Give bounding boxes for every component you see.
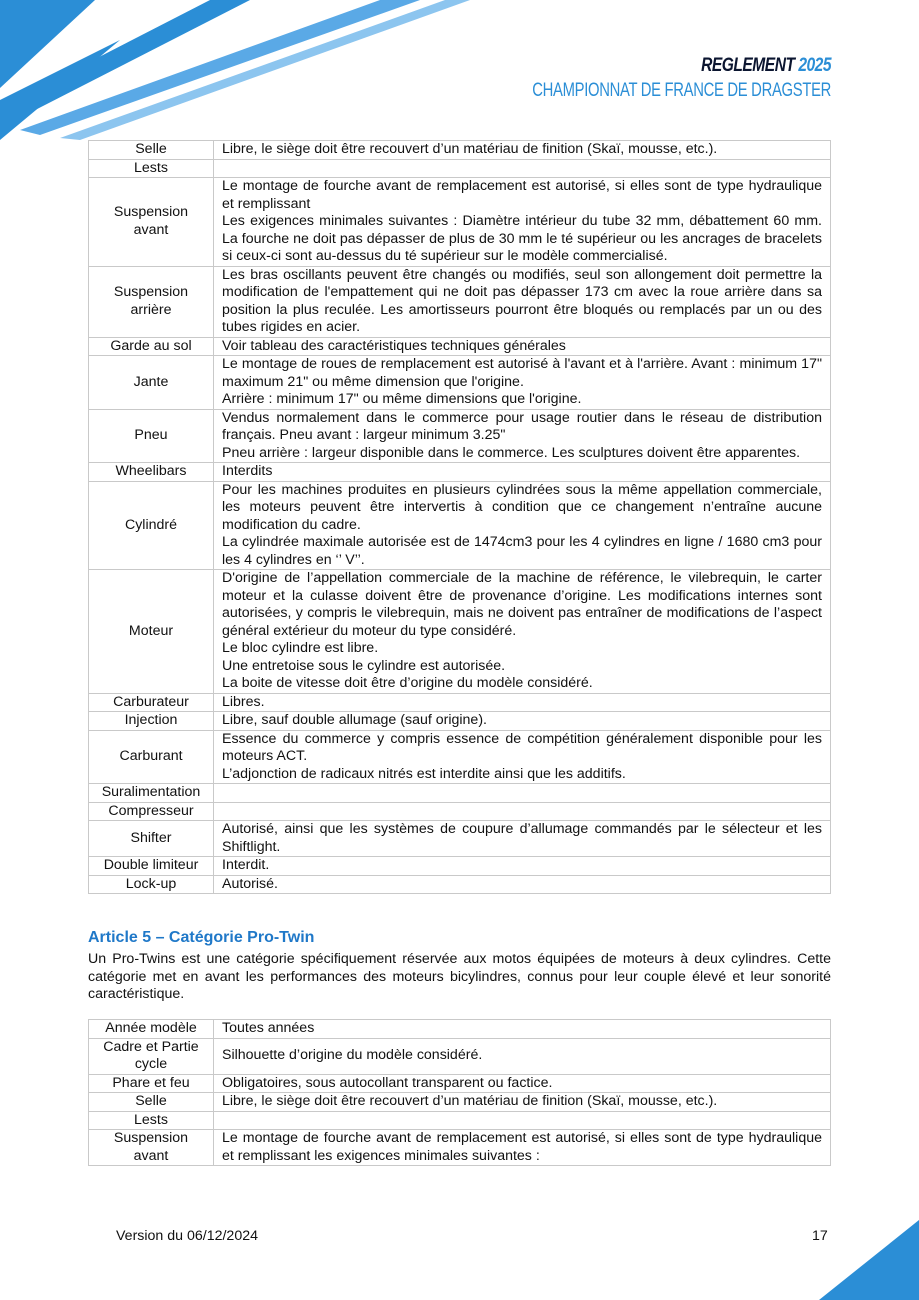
row-value [214, 1020, 831, 1039]
row-value-line: Le montage de fourche avant de remplacement est autorisé, si elles sont de type hydraulique et remplissant les exigences minimales suivantes : [222, 1130, 822, 1164]
table-row [89, 178, 831, 267]
table-row [89, 693, 831, 712]
row-label: Shifter [89, 821, 214, 857]
table-row [89, 821, 831, 857]
table-row [89, 463, 831, 482]
header-title [517, 56, 831, 75]
row-value [214, 159, 831, 178]
table-row [89, 857, 831, 876]
footer-corner-decoration [819, 1220, 919, 1300]
row-value [214, 1111, 831, 1130]
row-label: Jante [89, 356, 214, 410]
row-value [214, 1038, 831, 1074]
row-value [214, 409, 831, 463]
row-value-line: D'origine de l’appellation commerciale de la machine de référence, le vilebrequin, le carter moteur et la culasse doivent être de provenance d’origine. Les modifications internes sont autorisées, y compris le vilebrequin, mais ne doivent pas entraîner de modifications de l’aspect général extérieur du moteur du type considéré. [222, 570, 822, 639]
row-label: Lests [89, 1111, 214, 1130]
row-value [214, 481, 831, 570]
row-value-line: Toutes années [222, 1020, 315, 1036]
row-value-line: La boite de vitesse doit être d’origine du modèle considéré. [222, 675, 593, 691]
row-value [214, 1093, 831, 1112]
table-row [89, 784, 831, 803]
table-row [89, 141, 831, 160]
row-value-line: Interdit. [222, 857, 270, 873]
row-value [214, 266, 831, 337]
row-value-line: L’adjonction de radicaux nitrés est interdite ainsi que les additifs. [222, 765, 626, 782]
table-row [89, 1093, 831, 1112]
row-value-line: Les exigences minimales suivantes : Diamètre intérieur du tube 32 mm, débattement 60 mm. La fourche ne doit pas dépasser de plus de 30 mm le té supérieur ou les ancrages de bracelets si ceux-ci sont au-dessus du té supérieur sur le modèle commercialisé. [222, 213, 822, 264]
row-value-line: Autorisé, ainsi que les systèmes de coupure d’allumage commandés par le sélecteur et les Shiftlight. [222, 821, 822, 855]
row-value [214, 857, 831, 876]
table-row [89, 356, 831, 410]
row-value [214, 712, 831, 731]
row-value-line: Silhouette d’origine du modèle considéré. [222, 1047, 483, 1064]
specs-table-pro-twin [88, 1019, 831, 1166]
page-header [448, 56, 831, 100]
row-value [214, 784, 831, 803]
row-value-line: Libre, le siège doit être recouvert d’un matériau de finition (Skaï, mousse, etc.). [222, 1093, 718, 1109]
row-value [214, 337, 831, 356]
row-value-line: Une entretoise sous le cylindre est autorisée. [222, 657, 506, 674]
table-row [89, 337, 831, 356]
row-value [214, 730, 831, 784]
table-row [89, 570, 831, 694]
header-subtitle: CHAMPIONNAT DE FRANCE DE DRAGSTER [532, 80, 831, 101]
row-label: Carburateur [89, 693, 214, 712]
row-label: Suralimentation [89, 784, 214, 803]
table-row [89, 730, 831, 784]
row-value-line: Pneu arrière : largeur disponible dans le commerce. Les sculptures doivent être apparentes. [222, 444, 801, 461]
row-label: Moteur [89, 570, 214, 694]
row-value-line: Voir tableau des caractéristiques techniques générales [222, 337, 566, 354]
row-label: Suspension avant [89, 178, 214, 267]
article-5-body: Un Pro-Twins est une catégorie spécifiquement réservée aux motos équipées de moteurs à deux cylindres. Cette catégorie met en avant les performances des moteurs bicylindres, connus pour leur couple élevé et leur sonorité caractéristique. [88, 951, 831, 1002]
table-row [89, 1111, 831, 1130]
row-value [214, 802, 831, 821]
table-row [89, 481, 831, 570]
row-value [214, 141, 831, 160]
row-value-line: Pour les machines produites en plusieurs cylindrées sous la même appellation commerciale, les moteurs peuvent être intervertis à condition que ce changement n’entraîne aucune modification du cadre. [222, 481, 822, 533]
row-value [214, 178, 831, 267]
table-row [89, 1074, 831, 1093]
row-label: Année modèle [89, 1020, 214, 1039]
table-row [89, 409, 831, 463]
specs-table-main [88, 140, 831, 894]
row-value-line: Vendus normalement dans le commerce pour usage routier dans le réseau de distribution français. Pneu avant : largeur minimum 3.25" [222, 409, 822, 443]
row-value [214, 356, 831, 410]
row-label: Selle [89, 141, 214, 160]
row-value-line: Le montage de fourche avant de remplacement est autorisé, si elles sont de type hydraulique et remplissant [222, 178, 822, 212]
row-label: Garde au sol [89, 337, 214, 356]
row-label: Lests [89, 159, 214, 178]
row-label: Cadre et Partie cycle [89, 1038, 214, 1074]
header-stripes-decoration [0, 0, 480, 145]
table-row [89, 1020, 831, 1039]
table-row [89, 875, 831, 894]
row-value [214, 463, 831, 482]
header-title-prefix: REGLEMENT [701, 55, 795, 76]
row-value-line: Arrière : minimum 17" ou même dimensions que l'origine. [222, 391, 582, 407]
row-label: Cylindré [89, 481, 214, 570]
row-label: Carburant [89, 730, 214, 784]
row-label: Selle [89, 1093, 214, 1112]
article-5-section [88, 928, 831, 1004]
row-label: Lock-up [89, 875, 214, 894]
row-value-line: Le bloc cylindre est libre. [222, 640, 379, 656]
page-number: 17 [812, 1228, 828, 1244]
row-label: Wheelibars [89, 463, 214, 482]
row-value [214, 821, 831, 857]
row-value [214, 693, 831, 712]
row-value-line: Les bras oscillants peuvent être changés ou modifiés, seul son allongement doit permettre la modification de l'empattement qui ne doit pas dépasser 173 cm avec la roue arrière dans sa position la plus reculée. Les amortisseurs pourront être bloqués ou remplacés par un ou des tubes rigides en acier. [222, 266, 822, 335]
table-row [89, 712, 831, 731]
footer-version: Version du 06/12/2024 [116, 1228, 258, 1244]
row-value-line: Le montage de roues de remplacement est autorisé à l'avant et à l'arrière. Avant : minimum 17" maximum 21" ou même dimension que l'origine. [222, 356, 822, 390]
table-row [89, 159, 831, 178]
article-5-title: Article 5 – Catégorie Pro-Twin [88, 929, 315, 946]
row-label: Compresseur [89, 802, 214, 821]
row-label: Suspension avant [89, 1130, 214, 1166]
row-label: Double limiteur [89, 857, 214, 876]
table-row [89, 1038, 831, 1074]
row-value-line: La cylindrée maximale autorisée est de 1474cm3 pour les 4 cylindres en ligne / 1680 cm3 pour les 4 cylindres en ‘’ V’’. [222, 534, 822, 568]
row-label: Pneu [89, 409, 214, 463]
row-value-line: Obligatoires, sous autocollant transparent ou factice. [222, 1074, 553, 1091]
header-title-year: 2025 [798, 55, 831, 76]
row-value-line: Essence du commerce y compris essence de compétition généralement disponible pour les moteurs ACT. [222, 730, 822, 764]
row-value [214, 1130, 831, 1166]
row-value [214, 1074, 831, 1093]
row-label: Suspension arrière [89, 266, 214, 337]
row-label: Injection [89, 712, 214, 731]
row-value [214, 570, 831, 694]
row-value-line: Libre, le siège doit être recouvert d’un matériau de finition (Skaï, mousse, etc.). [222, 141, 718, 157]
row-value [214, 875, 831, 894]
table-row [89, 802, 831, 821]
row-value-line: Interdits [222, 463, 273, 479]
row-value-line: Libres. [222, 693, 265, 710]
table-row [89, 1130, 831, 1166]
row-value-line: Libre, sauf double allumage (sauf origine). [222, 712, 487, 728]
row-label: Phare et feu [89, 1074, 214, 1093]
row-value-line: Autorisé. [222, 875, 278, 892]
table-row [89, 266, 831, 337]
